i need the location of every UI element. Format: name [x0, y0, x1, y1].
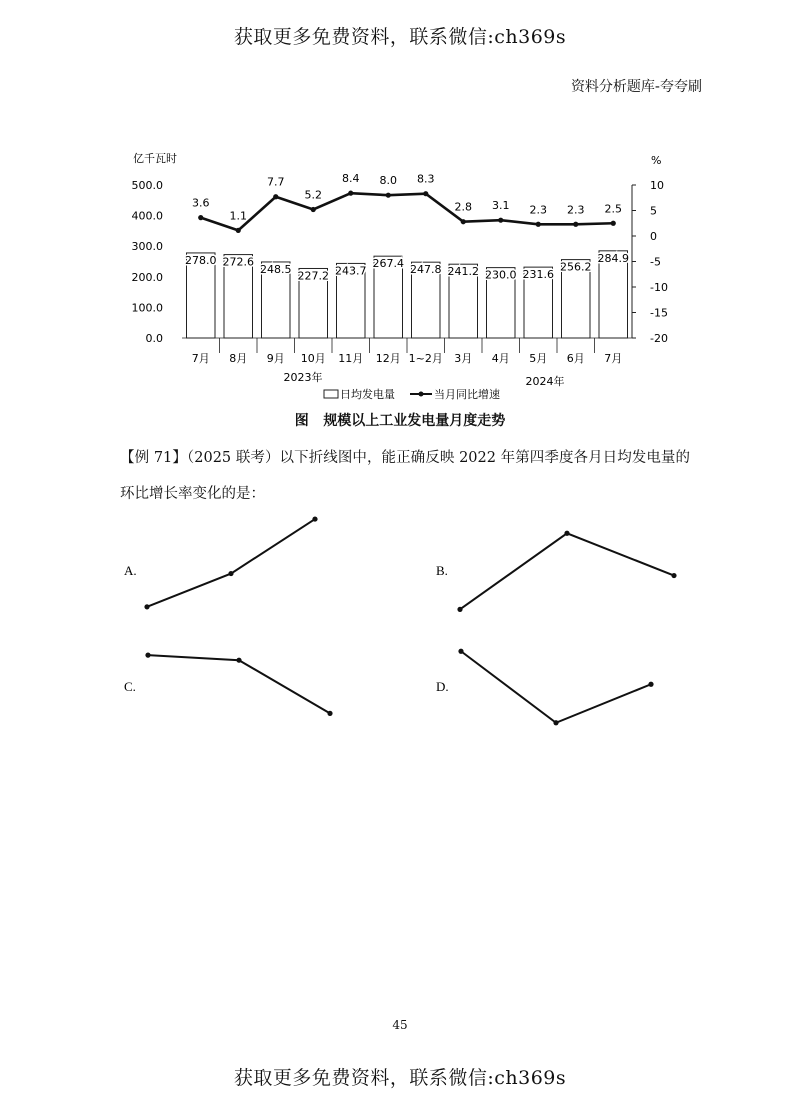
answer-options — [0, 500, 800, 740]
right-tick-label: -20 — [650, 332, 668, 345]
option-point-3 — [327, 711, 332, 716]
left-tick-label: 0.0 — [145, 332, 163, 345]
growth-point-4 — [311, 207, 316, 212]
x-tick-label: 7月 — [604, 352, 623, 365]
growth-point-3 — [273, 194, 278, 199]
year-label: 2024年 — [525, 375, 565, 388]
x-tick-label: 4月 — [491, 352, 510, 365]
growth-label: 2.8 — [454, 200, 472, 214]
x-tick-label: 6月 — [566, 352, 585, 365]
option-point-3 — [312, 516, 317, 521]
growth-point-5 — [348, 191, 353, 196]
bar-label: 231.6 — [522, 268, 554, 282]
x-tick-label: 3月 — [454, 352, 473, 365]
growth-label: 1.1 — [229, 209, 247, 223]
header-title: 资料分析题库-夸夸刷 — [570, 79, 702, 95]
option-line — [147, 519, 315, 607]
growth-label: 2.3 — [529, 203, 547, 217]
growth-label: 2.5 — [604, 202, 622, 216]
question-text: 以下折线图中，能正确反映 2022 年第四季度各月日均发电量的环比增长率变化的是： — [120, 450, 691, 502]
legend-bar-label: 日均发电量 — [340, 388, 395, 401]
left-tick-label: 500.0 — [131, 179, 163, 192]
right-tick-label: -10 — [650, 281, 668, 294]
bar-label: 241.2 — [447, 265, 479, 279]
option-line — [148, 655, 330, 713]
growth-point-2 — [236, 228, 241, 233]
option-point-2 — [564, 531, 569, 536]
x-tick-label: 10月 — [300, 352, 326, 365]
question-tag: 【例 71】 — [120, 450, 187, 466]
left-tick-label: 200.0 — [131, 270, 163, 284]
figure-prefix: 图 — [294, 413, 309, 429]
legend-line-marker — [419, 392, 424, 397]
growth-label: 8.0 — [379, 174, 397, 188]
right-tick-label: 5 — [650, 204, 657, 218]
figure-title: 规模以上工业发电量月度走势 — [323, 413, 506, 429]
x-tick-label: 1~2月 — [408, 352, 443, 365]
bar-label: 247.8 — [410, 263, 442, 277]
growth-point-12 — [611, 221, 616, 226]
right-tick-label: -15 — [650, 306, 668, 320]
growth-label: 5.2 — [304, 188, 322, 202]
option-label: A. — [124, 563, 137, 578]
power-generation-chart — [0, 140, 800, 405]
option-b — [436, 531, 677, 612]
growth-label: 8.4 — [342, 172, 360, 186]
growth-point-7 — [423, 191, 428, 196]
option-point-1 — [457, 607, 462, 612]
growth-point-1 — [198, 215, 203, 220]
year-label: 2023年 — [283, 371, 323, 384]
growth-point-9 — [498, 218, 503, 223]
legend-line-label: 当月同比增速 — [434, 388, 500, 401]
option-point-3 — [648, 682, 653, 687]
top-banner: 获取更多免费资料，联系微信:ch369s — [233, 26, 567, 48]
x-tick-label: 5月 — [529, 352, 548, 365]
left-tick-label: 300.0 — [131, 240, 163, 254]
bar-label: 272.6 — [222, 255, 254, 269]
x-tick-label: 11月 — [338, 352, 364, 365]
growth-line — [201, 193, 614, 230]
option-point-1 — [145, 653, 150, 658]
growth-label: 3.1 — [492, 199, 510, 213]
bar-label: 230.0 — [485, 268, 517, 282]
growth-point-11 — [573, 222, 578, 227]
chart-legend — [324, 387, 500, 401]
growth-point-8 — [461, 219, 466, 224]
option-point-2 — [236, 658, 241, 663]
growth-label: 3.6 — [192, 196, 210, 210]
option-line — [461, 651, 651, 723]
legend-bar-swatch — [324, 390, 338, 398]
bottom-banner: 获取更多免费资料，联系微信:ch369s — [233, 1067, 567, 1089]
right-tick-label: -5 — [650, 255, 661, 269]
option-a — [124, 516, 318, 609]
x-tick-label: 8月 — [229, 352, 248, 365]
right-tick-label: 0 — [650, 230, 657, 243]
bar-label: 267.4 — [372, 257, 404, 271]
option-point-2 — [228, 571, 233, 576]
x-tick-label: 7月 — [191, 352, 210, 365]
option-label: C. — [124, 679, 136, 694]
bar-label: 243.7 — [335, 264, 367, 278]
option-line — [460, 533, 674, 609]
right-tick-label: 10 — [650, 179, 664, 192]
option-d — [436, 649, 654, 726]
option-point-1 — [144, 604, 149, 609]
right-axis-title: % — [651, 154, 662, 167]
growth-label: 7.7 — [267, 175, 285, 189]
page-number: 45 — [392, 1018, 408, 1032]
option-point-1 — [458, 649, 463, 654]
question-source: （2025 联考） — [186, 450, 280, 466]
x-tick-label: 12月 — [375, 352, 401, 365]
option-point-2 — [553, 720, 558, 725]
bar-label: 256.2 — [560, 260, 592, 274]
bar-label: 227.2 — [297, 269, 329, 283]
bar-label: 278.0 — [185, 253, 217, 267]
bar-label: 248.5 — [260, 262, 292, 276]
left-axis-title: 亿千瓦时 — [133, 152, 177, 165]
left-tick-label: 400.0 — [131, 209, 163, 223]
growth-label: 2.3 — [567, 203, 585, 217]
x-tick-label: 9月 — [266, 352, 285, 365]
option-c — [124, 653, 333, 716]
option-label: D. — [436, 679, 449, 694]
growth-point-6 — [386, 193, 391, 198]
growth-point-10 — [536, 222, 541, 227]
bar-label: 284.9 — [597, 251, 629, 265]
option-point-3 — [671, 573, 676, 578]
figure-caption — [0, 410, 800, 430]
option-label: B. — [436, 563, 448, 578]
growth-label: 8.3 — [417, 172, 435, 186]
left-tick-label: 100.0 — [131, 301, 163, 315]
